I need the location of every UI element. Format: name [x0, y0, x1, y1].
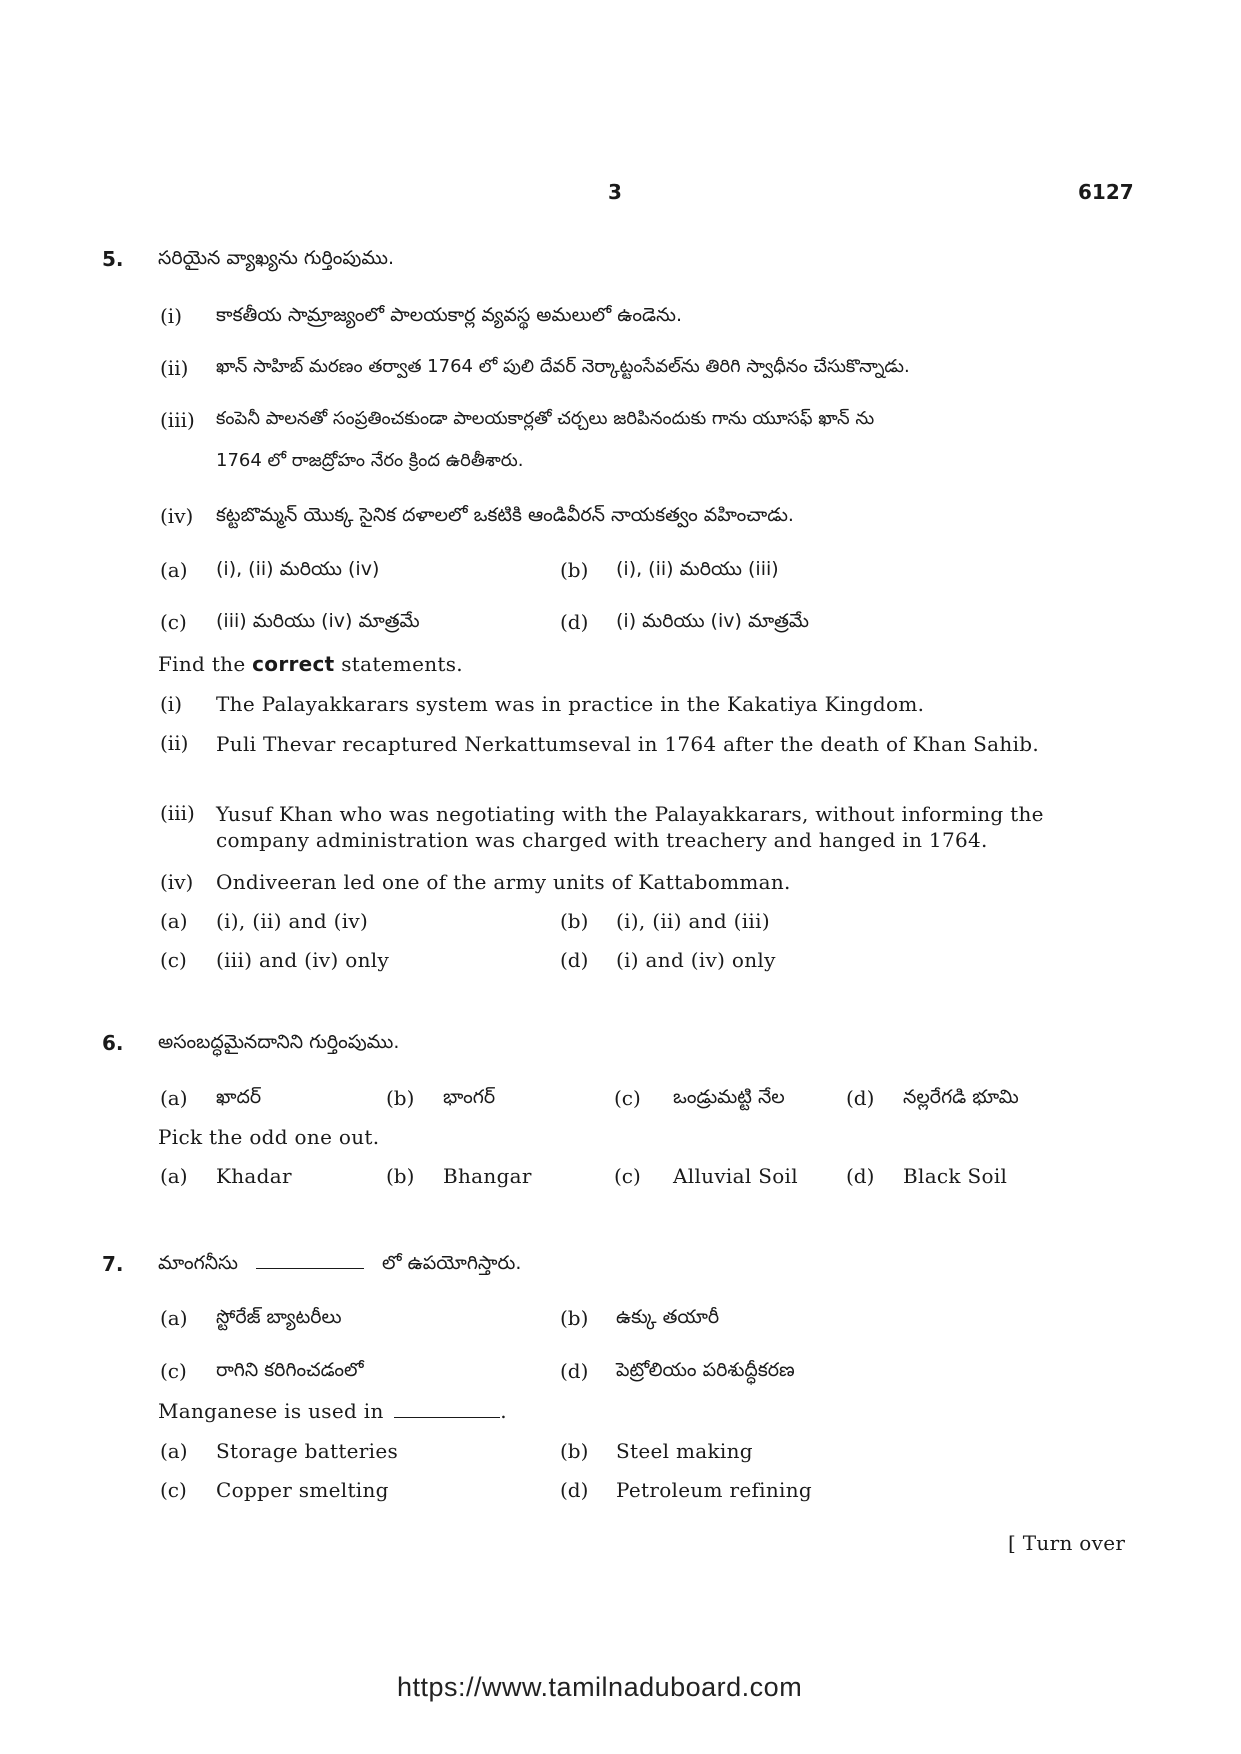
q5-te-option-label: (b) — [560, 558, 589, 582]
q6-en-option-text: Khadar — [216, 1164, 292, 1188]
q5-en-option-text: (i), (ii) and (iii) — [616, 909, 770, 933]
q5-en-statement-text: Puli Thevar recaptured Nerkattumseval in 1764 after the death of Khan Sahib. — [216, 732, 1040, 756]
question-5-number: 5. — [102, 247, 124, 271]
q7-en-option-text: Petroleum refining — [616, 1478, 813, 1502]
q5-en-statement-label: (iii) — [160, 801, 195, 825]
q5-te-option-text: (i) మరియు (iv) మాత్రమే — [616, 610, 810, 632]
q6-te-option-label: (b) — [386, 1086, 415, 1110]
q7-te-option-text: రాగిని కరిగించడంలో — [216, 1359, 364, 1381]
q6-te-option-text: ఒండ్రుమట్టి నేల — [673, 1086, 785, 1108]
fill-blank — [256, 1252, 364, 1269]
q7-en-option-text: Steel making — [616, 1439, 753, 1463]
q7-te-option-text: ఉక్కు తయారీ — [616, 1306, 720, 1328]
q5-te-statement-text: కాకతీయ సామ్రాజ్యంలో పాలయకార్ల వ్యవస్థ అమలులో ఉండెను. — [216, 304, 683, 326]
question-6-number: 6. — [102, 1031, 124, 1055]
q5-en-option-label: (b) — [560, 909, 589, 933]
question-7-number: 7. — [102, 1252, 124, 1276]
q5-en-statement-text: The Palayakkarars system was in practice in the Kakatiya Kingdom. — [216, 692, 925, 716]
q7-te-option-label: (a) — [160, 1306, 188, 1330]
footer-website-url[interactable]: https://www.tamilnaduboard.com — [397, 1672, 803, 1702]
q5-te-statement-text: కట్టబొమ్మన్ యొక్క సైనిక దళాలలో ఒకటికి ఆండివీరన్ నాయకత్వం వహించాడు. — [216, 504, 794, 526]
turn-over-note: [ Turn over — [1008, 1531, 1126, 1555]
q7-en-option-text: Copper smelting — [216, 1478, 389, 1502]
q6-te-option-text: నల్లరేగడి భూమి — [903, 1086, 1019, 1108]
q5-te-statement-label: (ii) — [160, 356, 189, 380]
q5-en-statement-label: (ii) — [160, 731, 189, 755]
q6-te-option-text: భాంగర్ — [443, 1086, 496, 1108]
q5-en-statement-label: (iv) — [160, 870, 194, 894]
q7-te-option-label: (b) — [560, 1306, 589, 1330]
question-7-telugu-prompt: మాంగనీసు లో ఉపయోగిస్తారు. — [158, 1252, 522, 1274]
q5-te-statement-label: (iii) — [160, 408, 195, 432]
q5-te-statement-text: కంపెనీ పాలనతో సంప్రతించకుండా పాలయకార్లతో చర్చలు జరిపినందుకు గాను యూసఫ్ ఖాన్ ను — [216, 408, 875, 429]
question-6-english-prompt: Pick the odd one out. — [158, 1125, 380, 1149]
q7-en-option-label: (b) — [560, 1439, 589, 1463]
q5-te-option-label: (d) — [560, 610, 589, 634]
q6-te-option-text: ఖాదర్ — [216, 1086, 262, 1108]
q6-en-option-label: (a) — [160, 1164, 188, 1188]
q5-te-option-text: (iii) మరియు (iv) మాత్రమే — [216, 610, 420, 632]
q5-te-statement-label: (iv) — [160, 504, 194, 528]
question-5-english-prompt: Find the correct statements. — [158, 652, 463, 676]
q7-en-option-label: (d) — [560, 1478, 589, 1502]
question-6-telugu-prompt: అసంబద్ధమైనదానిని గుర్తింపుము. — [158, 1031, 400, 1053]
q5-te-option-label: (c) — [160, 610, 187, 634]
q6-en-option-label: (c) — [614, 1164, 641, 1188]
fill-blank — [394, 1401, 500, 1418]
q5-te-statement-text-continued: 1764 లో రాజద్రోహం నేరం క్రింద ఉరితీశారు. — [216, 450, 524, 471]
question-7-english-prompt: Manganese is used in . — [158, 1399, 507, 1423]
q5-te-statement-label: (i) — [160, 304, 183, 328]
q7-te-option-text: స్టోరేజ్ బ్యాటరీలు — [216, 1306, 342, 1328]
q5-en-statement-label: (i) — [160, 692, 183, 716]
q5-te-option-label: (a) — [160, 558, 188, 582]
q7-te-option-label: (d) — [560, 1359, 589, 1383]
q7-en-option-label: (a) — [160, 1439, 188, 1463]
q6-en-option-text: Black Soil — [903, 1164, 1008, 1188]
q5-te-statement-text: ఖాన్ సాహిబ్ మరణం తర్వాత 1764 లో పులి దేవర్ నెర్కాట్టంసేవల్‌ను తిరిగి స్వాధీనం చేసుకొన్నాడు. — [216, 356, 910, 377]
page-number: 3 — [608, 180, 622, 204]
q7-en-option-label: (c) — [160, 1478, 187, 1502]
q5-en-statement-text: Ondiveeran led one of the army units of Kattabomman. — [216, 870, 791, 894]
q6-te-option-label: (d) — [846, 1086, 875, 1110]
q5-en-option-text: (i), (ii) and (iv) — [216, 909, 369, 933]
q5-te-option-text: (i), (ii) మరియు (iv) — [216, 558, 380, 580]
q5-en-option-label: (a) — [160, 909, 188, 933]
q6-en-option-text: Bhangar — [443, 1164, 532, 1188]
q5-en-option-text: (i) and (iv) only — [616, 948, 776, 972]
question-5-telugu-prompt: సరియైన వ్యాఖ్యను గుర్తింపుము. — [158, 247, 395, 269]
q5-en-option-label: (c) — [160, 948, 187, 972]
q7-en-option-text: Storage batteries — [216, 1439, 399, 1463]
q6-te-option-label: (c) — [614, 1086, 641, 1110]
q5-en-option-label: (d) — [560, 948, 589, 972]
q7-te-option-text: పెట్రోలియం పరిశుద్ధీకరణ — [616, 1359, 795, 1381]
q6-en-option-label: (b) — [386, 1164, 415, 1188]
q6-en-option-text: Alluvial Soil — [673, 1164, 798, 1188]
q6-en-option-label: (d) — [846, 1164, 875, 1188]
q7-te-option-label: (c) — [160, 1359, 187, 1383]
q5-en-option-text: (iii) and (iv) only — [216, 948, 390, 972]
paper-code: 6127 — [1078, 180, 1134, 204]
q5-en-statement-text: Yusuf Khan who was negotiating with the Palayakkarars, without informing the company administration was charged with treachery and hanged in 1764. — [216, 802, 1044, 852]
q6-te-option-label: (a) — [160, 1086, 188, 1110]
q5-te-option-text: (i), (ii) మరియు (iii) — [616, 558, 779, 580]
